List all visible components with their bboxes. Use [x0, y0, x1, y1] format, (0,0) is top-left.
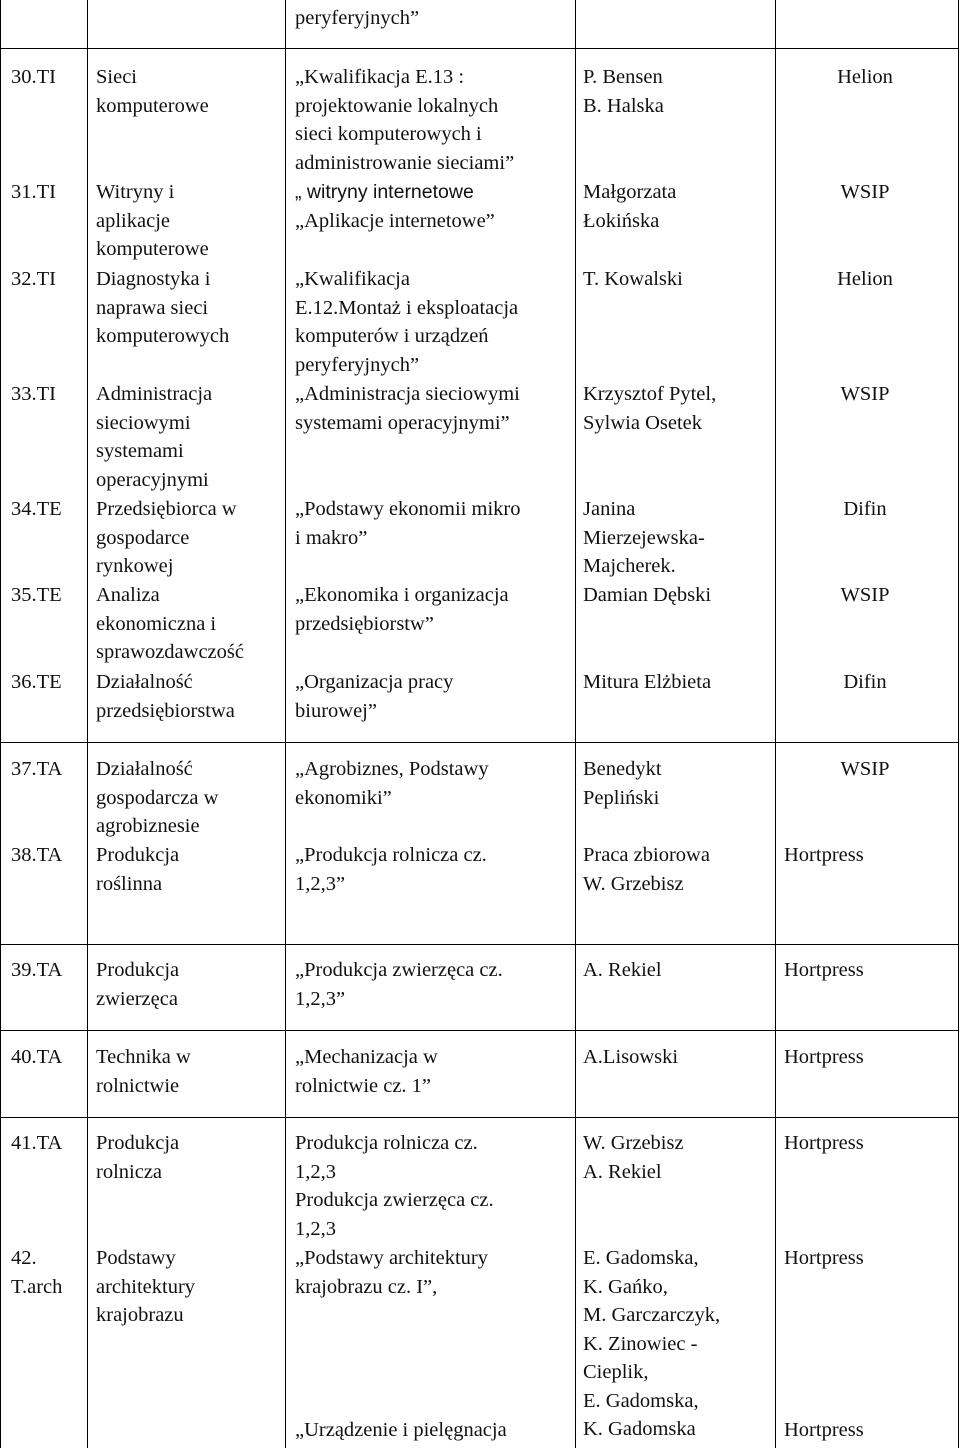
author-cell: Janina Mierzejewska- Majcherek.: [583, 498, 705, 577]
row-number: 41.TA: [11, 1132, 63, 1154]
title-cell: „Urządzenie i pielęgnacja: [295, 1419, 507, 1441]
publisher-cell: WSIP: [840, 383, 890, 405]
publisher-cell: WSIP: [840, 758, 890, 780]
subject-cell: Podstawy architektury krajobrazu: [96, 1247, 196, 1326]
column-divider: [87, 0, 88, 1448]
author-cell: Krzysztof Pytel, Sylwia Osetek: [583, 383, 717, 434]
column-divider: [285, 0, 286, 1448]
row-divider: [0, 944, 959, 945]
title-cell: „Kwalifikacja E.12.Montaż i eksploatacja komputerów i urządzeń peryferyjnych”: [295, 268, 519, 376]
title-continuation: peryferyjnych”: [295, 7, 420, 29]
title-cell: „Agrobiznes, Podstawy ekonomiki”: [295, 758, 489, 809]
subject-cell: Technika w rolnictwie: [96, 1046, 191, 1097]
publisher-cell: Hortpress: [784, 1419, 864, 1441]
subject-cell: Sieci komputerowe: [96, 66, 209, 117]
row-number: 32.TI: [11, 268, 56, 290]
publisher-cell: Helion: [837, 268, 893, 290]
author-cell: T. Kowalski: [583, 268, 683, 290]
publisher-cell: WSIP: [840, 584, 890, 606]
publisher-cell: Hortpress: [784, 1132, 864, 1154]
column-divider: [575, 0, 576, 1448]
publisher-cell: Hortpress: [784, 844, 864, 866]
row-number: 37.TA: [11, 758, 63, 780]
title-cell: „Organizacja pracy biurowej”: [295, 671, 454, 722]
row-number: 40.TA: [11, 1046, 63, 1068]
row-number: 38.TA: [11, 844, 63, 866]
row-divider: [0, 1030, 959, 1031]
subject-cell: Przedsiębiorca w gospodarce rynkowej: [96, 498, 237, 577]
author-cell: Damian Dębski: [583, 584, 712, 606]
title-cell: „ witryny internetowe „Aplikacje internetowe”: [295, 181, 495, 232]
publisher-cell: Helion: [837, 66, 893, 88]
publisher-cell: Hortpress: [784, 959, 864, 981]
title-cell: „Administracja sieciowymi systemami operacyjnymi”: [295, 383, 520, 434]
row-number: 31.TI: [11, 181, 56, 203]
subject-cell: Diagnostyka i naprawa sieci komputerowych: [96, 268, 230, 347]
row-number: 36.TE: [11, 671, 62, 693]
row-number: 33.TI: [11, 383, 56, 405]
title-cell: „Mechanizacja w rolnictwie cz. 1”: [295, 1046, 438, 1097]
subject-cell: Produkcja roślinna: [96, 844, 180, 895]
publisher-cell: Hortpress: [784, 1247, 864, 1269]
row-divider: [0, 742, 959, 743]
title-cell: „Produkcja rolnicza cz. 1,2,3”: [295, 844, 487, 895]
author-cell: E. Gadomska, K. Gańko, M. Garczarczyk, K. Zinowiec - Cieplik, E. Gadomska, K. Gadomska: [583, 1247, 721, 1440]
author-cell: Mitura Elżbieta: [583, 671, 712, 693]
title-cell: „Podstawy ekonomii mikro i makro”: [295, 498, 521, 549]
row-number: 35.TE: [11, 584, 62, 606]
row-divider: [0, 48, 959, 49]
subject-cell: Produkcja zwierzęca: [96, 959, 180, 1010]
author-cell: W. Grzebisz A. Rekiel: [583, 1132, 684, 1183]
author-cell: A. Rekiel: [583, 959, 662, 981]
subject-cell: Witryny i aplikacje komputerowe: [96, 181, 209, 260]
row-divider: [0, 1117, 959, 1118]
subject-cell: Działalność przedsiębiorstwa: [96, 671, 235, 722]
table-border-left: [0, 0, 1, 1448]
row-number: 30.TI: [11, 66, 56, 88]
subject-cell: Produkcja rolnicza: [96, 1132, 180, 1183]
column-divider: [775, 0, 776, 1448]
title-cell: „Kwalifikacja E.13 : projektowanie lokalnych sieci komputerowych i administrowanie sieciami”: [295, 66, 515, 174]
subject-cell: Analiza ekonomiczna i sprawozdawczość: [96, 584, 244, 663]
subject-cell: Działalność gospodarcza w agrobiznesie: [96, 758, 219, 837]
row-number: 39.TA: [11, 959, 63, 981]
row-number: 34.TE: [11, 498, 62, 520]
title-cell: Produkcja rolnicza cz. 1,2,3 Produkcja zwierzęca cz. 1,2,3: [295, 1132, 494, 1240]
table-border-right: [958, 0, 959, 1448]
author-cell: Benedykt Pepliński: [583, 758, 662, 809]
title-cell: „Podstawy architektury krajobrazu cz. I”,: [295, 1247, 488, 1298]
publisher-cell: Difin: [843, 671, 887, 693]
author-cell: P. Bensen B. Halska: [583, 66, 664, 117]
publisher-cell: Hortpress: [784, 1046, 864, 1068]
author-cell: Praca zbiorowa W. Grzebisz: [583, 844, 710, 895]
publisher-cell: WSIP: [840, 181, 890, 203]
publisher-cell: Difin: [843, 498, 887, 520]
author-cell: Małgorzata Łokińska: [583, 181, 677, 232]
title-cell: „Ekonomika i organizacja przedsiębiorstw”: [295, 584, 509, 635]
author-cell: A.Lisowski: [583, 1046, 679, 1068]
subject-cell: Administracja sieciowymi systemami operacyjnymi: [96, 383, 213, 491]
row-number: 42. T.arch: [11, 1247, 63, 1298]
title-cell: „Produkcja zwierzęca cz. 1,2,3”: [295, 959, 503, 1010]
